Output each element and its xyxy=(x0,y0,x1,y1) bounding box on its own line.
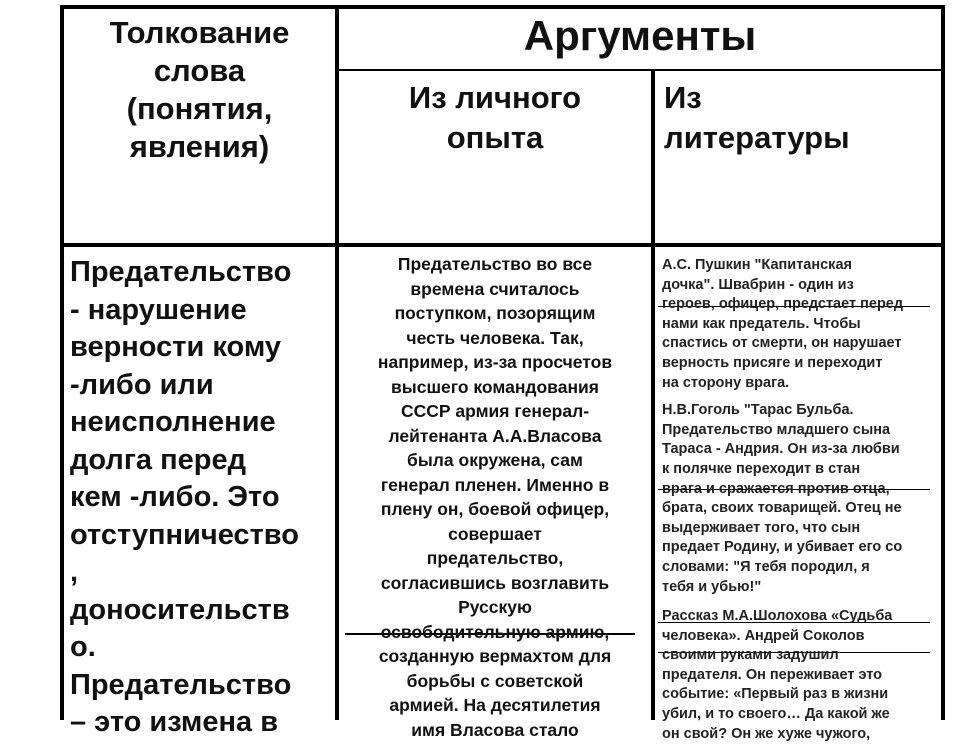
header-personal-experience xyxy=(339,78,651,158)
header-interpretation xyxy=(64,14,335,166)
personal-experience-cell xyxy=(342,252,648,742)
header-interpretation-text: Толкование слова (понятия, явления) xyxy=(109,15,290,164)
header-literature-text: Из литературы xyxy=(664,80,850,155)
literature-sholokhov: Рассказ М.А.Шолохова «Судьба человека». Андрей Соколов своими руками задушил предателя. Он переживает это событие: «Первый раз в жизни убил, и то своего… Да какой же он свой? Он же хуже чужого, xyxy=(662,608,893,742)
column-divider-2 xyxy=(651,70,655,720)
header-personal-experience-text: Из личного опыта xyxy=(408,80,582,155)
definition-cell xyxy=(70,254,336,742)
header-bottom-border xyxy=(60,243,945,247)
personal-experience-text: Предательство во все времена считалось поступком, позорящим честь человека. Так, например, из-за просчетов высшего командования СССР армия генерал- лейтенанта А.А.Власова была окружена, сам генерал пленен. Именно в плену он, боевой офицер, совершает предательство, согласившись возглавить Русскую освободительную армию, созданную вермахтом для борьбы с советской армией. На десятилетия имя Власова стало xyxy=(377,254,613,740)
header-subdivider xyxy=(335,69,945,71)
header-literature xyxy=(664,78,941,158)
definition-text: Предательство - нарушение верности кому -либо или неисполнение долга перед кем -либо. Это отступничество , доносительств о. Предательство – это измена в xyxy=(70,256,299,738)
table-border-top xyxy=(60,5,944,9)
header-arguments xyxy=(339,12,941,60)
literature-gogol: Н.В.Гоголь "Тарас Бульба. Предательство младшего сына Тараса - Андрия. Он из-за любви к полячке переходит в стан врага и сражается против отца, брата, своих товарищей. Отец не выдерживает того, что сын предает Родину, и убивает его со словами: "Я тебя породил, я тебя и убью!" xyxy=(662,402,903,595)
header-arguments-text: Аргументы xyxy=(523,12,757,59)
table-border-right xyxy=(941,5,945,720)
literature-pushkin: А.С. Пушкин "Капитанская дочка". Швабрин - один из героев, офицер, предстает перед нами как предатель. Чтобы спастись от смерти, он нарушает верность присяге и переходит на сторону врага. xyxy=(662,257,904,391)
literature-cell xyxy=(662,256,940,752)
